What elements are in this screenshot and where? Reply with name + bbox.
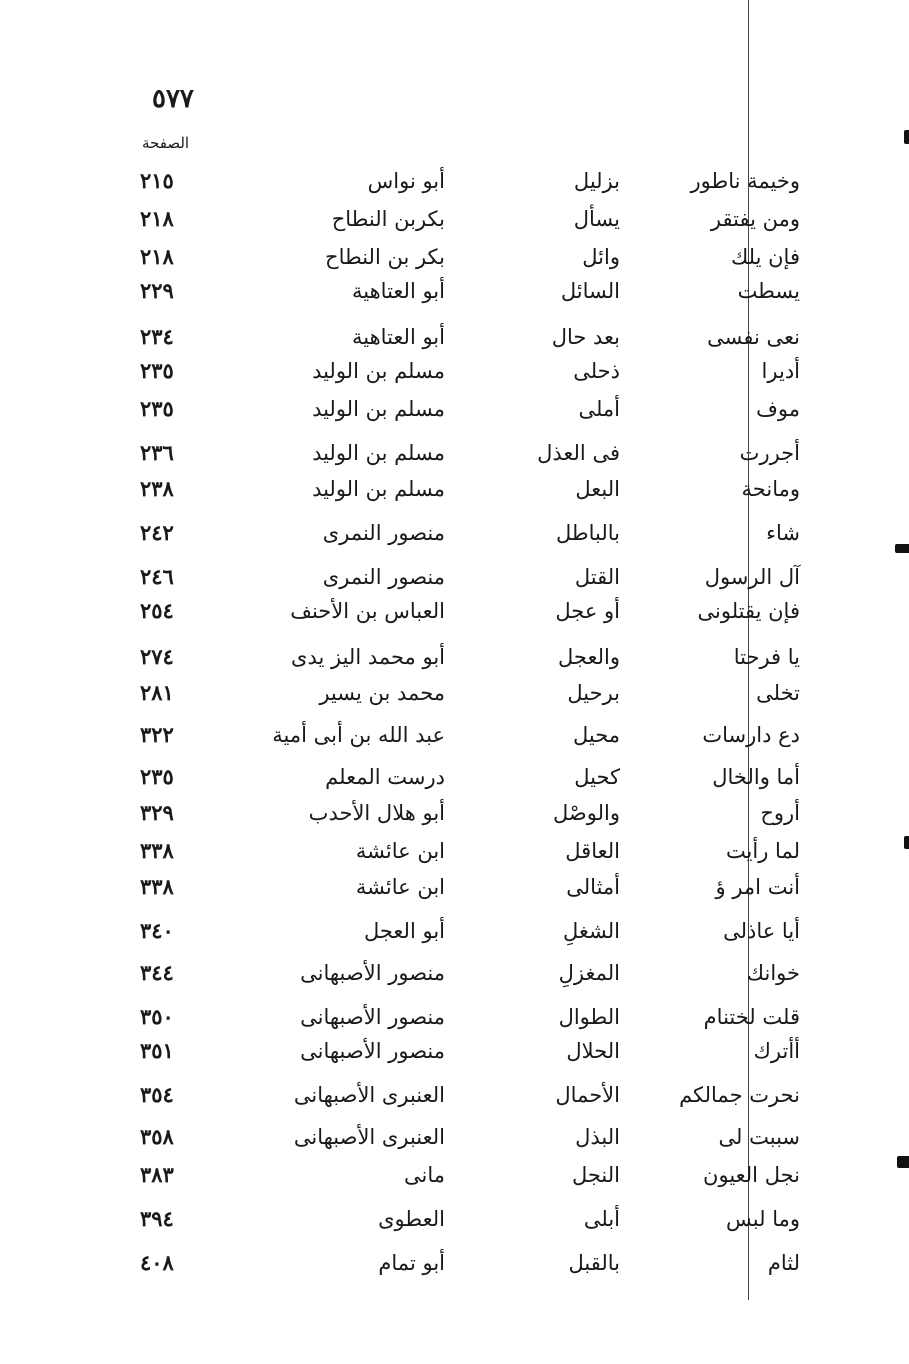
table-row <box>140 870 800 904</box>
rhyme-cell: بالقبل <box>568 1251 620 1275</box>
poet-cell: أبو محمد اليز يدى <box>291 645 445 669</box>
rhyme-cell: العاقل <box>565 839 620 863</box>
rhyme-cell: محيل <box>572 723 620 747</box>
page-cell: ٢٥٤ <box>140 598 174 623</box>
rhyme-cell: المغزلِ <box>558 961 620 985</box>
opening-cell: أروح <box>760 801 800 825</box>
edge-mark <box>904 836 909 849</box>
opening-cell: لما رأيت <box>725 839 800 863</box>
page-cell: ٢٨١ <box>140 680 174 705</box>
poet-cell: مسلم بن الوليد <box>312 359 445 383</box>
rhyme-cell: أملى <box>578 397 620 421</box>
poet-cell: درست المعلم <box>325 765 445 789</box>
page-cell: ٢٣٥ <box>140 764 174 789</box>
poet-cell: أبو نواس <box>367 169 445 193</box>
rhyme-cell: وائل <box>582 245 620 269</box>
poet-cell: أبو العتاهية <box>352 325 445 349</box>
index-table <box>140 158 800 1288</box>
opening-cell: يا فرحتا <box>733 645 800 669</box>
poet-cell: بكربن النطاح <box>331 207 445 231</box>
page-cell: ٣٩٤ <box>140 1206 174 1231</box>
edge-mark <box>897 1156 909 1168</box>
rhyme-cell: النجل <box>571 1163 620 1187</box>
page-cell: ٢٤٢ <box>140 520 174 545</box>
table-row <box>140 436 800 470</box>
opening-cell: أيا عاذلى <box>723 919 800 943</box>
opening-cell: وخيمة ناطور <box>690 169 800 193</box>
table-row <box>140 834 800 868</box>
opening-cell: فإن يقتلونى <box>697 599 800 623</box>
opening-cell: خوانك <box>746 961 800 985</box>
opening-cell: موف <box>756 397 800 421</box>
opening-cell: لثام <box>767 1251 800 1275</box>
table-row <box>140 560 800 594</box>
opening-cell: آل الرسول <box>704 565 800 589</box>
table-row <box>140 760 800 794</box>
table-row <box>140 392 800 426</box>
opening-cell: أديرا <box>761 359 800 383</box>
table-row <box>140 1120 800 1154</box>
poet-cell: منصور النمرى <box>322 565 445 589</box>
poet-cell: أبو هلال الأحدب <box>308 801 445 825</box>
poet-cell: العطوى <box>378 1207 445 1231</box>
rhyme-cell: برحيل <box>567 681 620 705</box>
opening-cell: نحرت جمالكم <box>679 1083 800 1107</box>
rhyme-cell: الحلال <box>566 1039 620 1063</box>
page-cell: ٢١٨ <box>140 206 174 231</box>
poet-cell: بكر بن النطاح <box>325 245 445 269</box>
table-row <box>140 914 800 948</box>
poet-cell: أبو العجل <box>363 919 445 943</box>
page-cell: ٢٤٦ <box>140 564 174 589</box>
page-column-label: الصفحة <box>142 134 190 152</box>
page-cell: ٣٥١ <box>140 1038 174 1063</box>
rhyme-cell: الأحمال <box>555 1083 620 1107</box>
table-row <box>140 1034 800 1068</box>
poet-cell: ابن عائشة <box>355 875 445 899</box>
opening-cell: ومانحة <box>741 477 800 501</box>
page-cell: ٣٨٣ <box>140 1162 174 1187</box>
rhyme-cell: ذحلى <box>573 359 620 383</box>
rhyme-cell: السائل <box>560 279 620 303</box>
page-cell: ٢٣٥ <box>140 358 174 383</box>
opening-cell: أنت امر ؤ <box>715 875 800 899</box>
rhyme-cell: بالباطل <box>556 521 620 545</box>
poet-cell: أبو تمام <box>378 1251 445 1275</box>
rhyme-cell: الطوال <box>558 1005 620 1029</box>
table-row <box>140 354 800 388</box>
poet-cell: مسلم بن الوليد <box>312 397 445 421</box>
poet-cell: منصور الأصبهانى <box>300 1039 445 1063</box>
table-row <box>140 164 800 198</box>
page-cell: ٢٣٥ <box>140 396 174 421</box>
rhyme-cell: أبلى <box>583 1207 620 1231</box>
page-cell: ٣٣٨ <box>140 874 174 899</box>
opening-cell: يسطت <box>737 279 800 303</box>
table-row <box>140 1202 800 1236</box>
page-cell: ٣٤٠ <box>140 918 174 943</box>
opening-cell: شاء <box>766 521 800 545</box>
rhyme-cell: أمثالى <box>566 875 620 899</box>
table-row <box>140 1158 800 1192</box>
table-row <box>140 202 800 236</box>
table-row <box>140 1246 800 1280</box>
table-row <box>140 320 800 354</box>
opening-cell: أجررت <box>739 441 800 465</box>
poet-cell: منصور النمرى <box>322 521 445 545</box>
table-row <box>140 1078 800 1112</box>
edge-mark <box>895 544 909 553</box>
opening-cell: نجل العيون <box>703 1163 800 1187</box>
table-row <box>140 594 800 628</box>
opening-cell: أما والخال <box>712 765 800 789</box>
opening-cell: فإن يلك <box>730 245 800 269</box>
poet-cell: العنبرى الأصبهانى <box>293 1083 445 1107</box>
poet-cell: مانى <box>404 1163 445 1187</box>
table-row <box>140 640 800 674</box>
opening-cell: أأترك <box>753 1039 800 1063</box>
opening-cell: نعى نفسى <box>707 325 800 349</box>
poet-cell: ابن عائشة <box>355 839 445 863</box>
table-row <box>140 796 800 830</box>
opening-cell: قلت لختنام <box>703 1005 800 1029</box>
poet-cell: أبو العتاهية <box>352 279 445 303</box>
page-cell: ٢١٥ <box>140 168 174 193</box>
table-row <box>140 274 800 308</box>
page-cell: ٢٢٩ <box>140 278 174 303</box>
page-number: ٥٧٧ <box>152 84 194 114</box>
table-row <box>140 956 800 990</box>
poet-cell: منصور الأصبهانى <box>300 961 445 985</box>
table-row <box>140 676 800 710</box>
poet-cell: محمد بن يسير <box>319 681 445 705</box>
opening-cell: ومن يفتقر <box>710 207 800 231</box>
rhyme-cell: والوصْل <box>553 801 620 825</box>
poet-cell: العنبرى الأصبهانى <box>293 1125 445 1149</box>
poet-cell: منصور الأصبهانى <box>300 1005 445 1029</box>
table-row <box>140 1000 800 1034</box>
page-cell: ٢٣٤ <box>140 324 174 349</box>
poet-cell: العباس بن الأحنف <box>290 599 445 623</box>
rhyme-cell: بعد حال <box>551 325 620 349</box>
page-cell: ٣٢٩ <box>140 800 174 825</box>
page-cell: ٢٣٨ <box>140 476 174 501</box>
rhyme-cell: بزليل <box>573 169 620 193</box>
table-row <box>140 516 800 550</box>
rhyme-cell: القتل <box>574 565 620 589</box>
poet-cell: مسلم بن الوليد <box>312 441 445 465</box>
page-cell: ٣٣٨ <box>140 838 174 863</box>
rhyme-cell: البعل <box>575 477 620 501</box>
page-cell: ٢٣٦ <box>140 440 174 465</box>
table-row <box>140 718 800 752</box>
rhyme-cell: أو عجل <box>555 599 620 623</box>
edge-mark <box>904 130 909 144</box>
rhyme-cell: الشغلِ <box>562 919 620 943</box>
page-cell: ٣٥٤ <box>140 1082 174 1107</box>
page-cell: ٣٢٢ <box>140 722 174 747</box>
table-row <box>140 240 800 274</box>
page-cell: ٣٤٤ <box>140 960 174 985</box>
poet-cell: عبد الله بن أبى أمية <box>272 723 445 747</box>
poet-cell: مسلم بن الوليد <box>312 477 445 501</box>
opening-cell: دع دارسات <box>702 723 800 747</box>
rhyme-cell: والعجل <box>558 645 620 669</box>
rhyme-cell: البذل <box>575 1125 620 1149</box>
rhyme-cell: يسأل <box>573 207 620 231</box>
page-cell: ٢١٨ <box>140 244 174 269</box>
rhyme-cell: كحيل <box>574 765 620 789</box>
rhyme-cell: فى العذل <box>537 441 620 465</box>
opening-cell: تخلى <box>756 681 800 705</box>
opening-cell: وما لبس <box>726 1207 800 1231</box>
page-cell: ٢٧٤ <box>140 644 174 669</box>
page-cell: ٤٠٨ <box>140 1250 174 1275</box>
table-row <box>140 472 800 506</box>
page-cell: ٣٥٠ <box>140 1004 174 1029</box>
page-cell: ٣٥٨ <box>140 1124 174 1149</box>
opening-cell: سببت لى <box>718 1125 800 1149</box>
